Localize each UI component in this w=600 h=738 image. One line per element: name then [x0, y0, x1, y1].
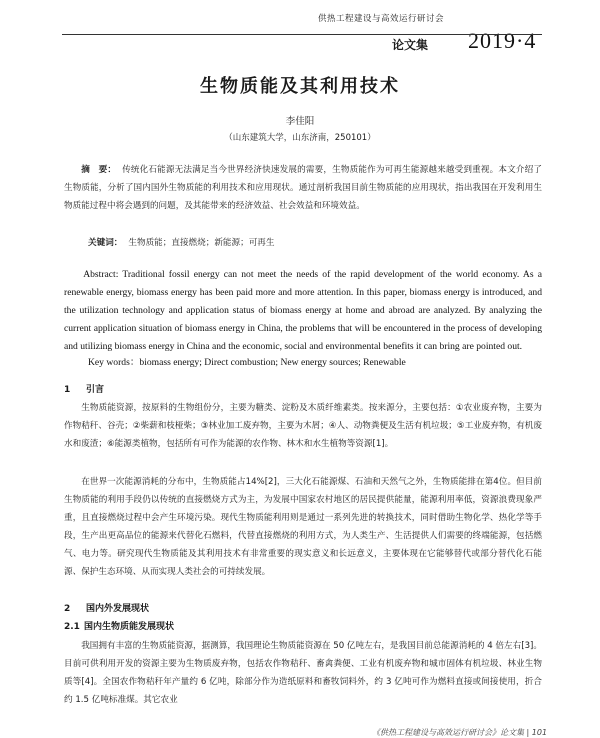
keywords-en: Key words：biomass energy; Direct combustion; New energy sources; Renewable — [88, 357, 406, 368]
section-2-1-heading — [64, 619, 174, 632]
section-1-heading — [64, 382, 104, 395]
section-2-1-number: 2.1 — [64, 622, 80, 632]
abstract-cn — [64, 161, 542, 215]
abstract-en: Abstract: Traditional fossil energy can not meet the needs of the rapid development of the world economy. As a renewable energy, biomass energy has been paid more and more attention. In this paper, biomass energy is introduced, and the utilization technology and application status of biomass energy at home and abroad are analyzed. By analyzing the current application situation of biomass energy in China, the problems that will be encountered in the process of developing and utilizing biomass energy in China and the economic, social and environmental benefits it can bring are pointed out. — [64, 269, 542, 352]
abstract-cn-text: 传统化石能源无法满足当今世界经济快速发展的需要，生物质能作为可再生能源越来越受到重视。本文介绍了生物质能，分析了国内国外生物质能的利用技术和应用现状。通过剖析我国目前生物质能的应用现状，指出我国在开发利用生物质能过程中将会遇到的问题，及其能带来的经济效益、社会效益和环境效益。 — [64, 165, 542, 211]
author: 李佳阳 — [285, 116, 315, 127]
section-2-1-title: 国内生物质能发展现状 — [84, 622, 175, 632]
section-2-number: 2 — [64, 604, 71, 614]
body-paragraph-3: 我国拥有丰富的生物质能资源，据测算，我国理论生物质能资源在 50 亿吨左右，是我国目前总能源消耗的 4 倍左右[3]。目前可供利用开发的资源主要为生物质废弃物，包括农作物秸秆、畜禽粪便、工业有机废弃物和城市固体有机垃圾、林业生物质等[4]。全国农作物秸秆年产量约 6 亿吨，除部分作为造纸原料和畜牧饲料外，约 3 亿吨可作为燃料直接或间接使用，折合约 1.5 亿吨标准煤。其它农业 — [64, 641, 542, 705]
header-divider — [62, 34, 542, 35]
page-footer: 《供热工程建设与高效运行研讨会》论文集 | 101 — [372, 728, 548, 737]
section-label: 论文集 — [392, 38, 429, 52]
section-2-heading — [64, 601, 149, 614]
affiliation: （山东建筑大学，山东济南，250101） — [224, 133, 376, 143]
body-paragraph-2: 在世界一次能源消耗的分布中，生物质能占14%[2]，三大化石能源煤、石油和天然气之外，生物质能排在第4位。但目前生物质能的利用手段仍以传统的直接燃烧方式为主，为发展中国家农村地区的居民提供能量，能源利用率低，资源浪费现象严重，且直接燃烧过程中会产生环境污染。现代生物质能利用则是通过一系列先进的转换技术，同时借助生物化学、热化学等手段，生产出更高品位的能源来代替化石燃料，代替直接燃烧的利用方式，为人类生产、生活提供人们需要的终端能源，包括燃气、电力等。研究现代生物质能及其利用技术有非常重要的现实意义和长远意义，主要体现在它能够替代或部分替代化石能源、保护生态环境、从而实现人类社会的可持续发展。 — [64, 477, 542, 577]
keywords-cn-text: 生物质能；直接燃烧；新能源；可再生 — [128, 238, 275, 248]
keywords-cn-label: 关键词： — [88, 238, 123, 248]
keywords-cn — [88, 234, 542, 252]
section-1-title: 引言 — [86, 385, 105, 395]
body-paragraph-1: 生物质能资源，按原料的生物组份分，主要为糖类、淀粉及木质纤维素类。按来源分，主要包括：①农业废弃物，主要为作物秸秆、谷壳；②柴薪和枝桠柴；③林业加工废弃物，主要为木屑；④人、动物粪便及生活有机垃圾；⑤工业废弃物，有机废水和废渣；⑥能源类植物，包括所有可作为能源的农作物、林木和水生植物等资源[1]。 — [64, 403, 542, 449]
journal-name: 供热工程建设与高效运行研讨会 — [318, 14, 445, 24]
section-2-title: 国内外发展现状 — [86, 604, 150, 614]
abstract-cn-label: 摘 要： — [81, 165, 117, 175]
issue-year: 2019·4 — [468, 28, 537, 53]
paper-title: 生物质能及其利用技术 — [200, 76, 400, 97]
section-1-number: 1 — [64, 385, 71, 395]
